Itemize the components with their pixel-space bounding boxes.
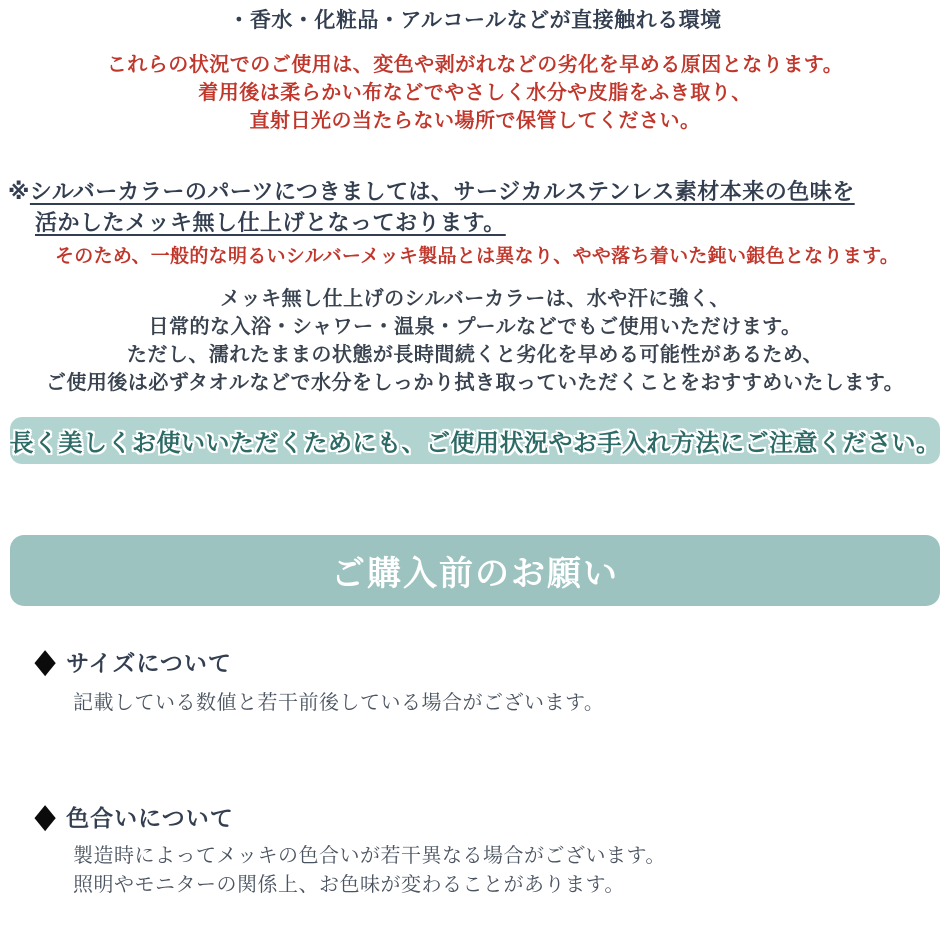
silver-finish-note [8, 176, 942, 238]
size-section-heading [32, 644, 232, 678]
silver-usage-line: メッキ無し仕上げのシルバーカラーは、水や汗に強く、 [220, 288, 730, 310]
care-notice-banner-text: 長く美しくお使いいただくためにも、ご使用状況やお手入れ方法にご注意ください。 [9, 430, 941, 457]
pre-purchase-banner [10, 535, 940, 606]
silver-usage-paragraph [0, 285, 950, 397]
pre-purchase-banner-title: ご購入前のお願い [331, 555, 619, 593]
silver-note-line2 [35, 207, 942, 238]
care-warning-line: これらの状況でのご使用は、変色や剥がれなどの劣化を早める原因となります。 [106, 54, 844, 76]
silver-note-line1 [8, 176, 942, 207]
note-prefix-mark: ※ [8, 179, 30, 204]
silver-usage-line: ただし、濡れたままの状態が長時間続くと劣化を早める可能性があるため、 [126, 344, 824, 366]
care-warning-line: 直射日光の当たらない場所で保管してください。 [249, 110, 701, 132]
care-warning-paragraph [0, 51, 950, 135]
silver-note-underlined-text2: 活かしたメッキ無し仕上げとなっております。 [35, 210, 506, 235]
silver-usage-line: ご使用後は必ずタオルなどで水分をしっかり拭き取っていただくことをおすすめいたします。 [45, 372, 905, 394]
size-section-title: サイズについて [66, 649, 232, 676]
silver-usage-line: 日常的な入浴・シャワー・温泉・プールなどでもご使用いただけます。 [148, 316, 802, 338]
color-section-body [73, 842, 666, 900]
size-section-body [73, 689, 604, 718]
environment-list-item: ・香水・化粧品・アルコールなどが直接触れる環境 [228, 9, 722, 32]
color-body-line: 照明やモニターの関係上、お色味が変わることがあります。 [73, 874, 625, 896]
color-body-line: 製造時によってメッキの色合いが若干異なる場合がございます。 [73, 845, 666, 867]
silver-color-red-note: そのため、一般的な明るいシルバーメッキ製品とは異なり、やや落ち着いた鈍い銀色となります。 [55, 246, 900, 267]
color-section-heading [32, 799, 234, 833]
size-body-line: 記載している数値と若干前後している場合がございます。 [73, 692, 605, 714]
color-section-title: 色合いについて [66, 804, 234, 831]
care-warning-line: 着用後は柔らかい布などでやさしく水分や皮脂をふき取り、 [198, 82, 752, 104]
silver-note-underlined-text1: シルバーカラーのパーツにつきましては、サージカルステンレス素材本来の色味を [29, 179, 855, 204]
diamond-bullet-icon: ◆ [34, 642, 56, 680]
diamond-bullet-icon: ◆ [34, 797, 56, 835]
care-notice-banner [10, 417, 940, 464]
